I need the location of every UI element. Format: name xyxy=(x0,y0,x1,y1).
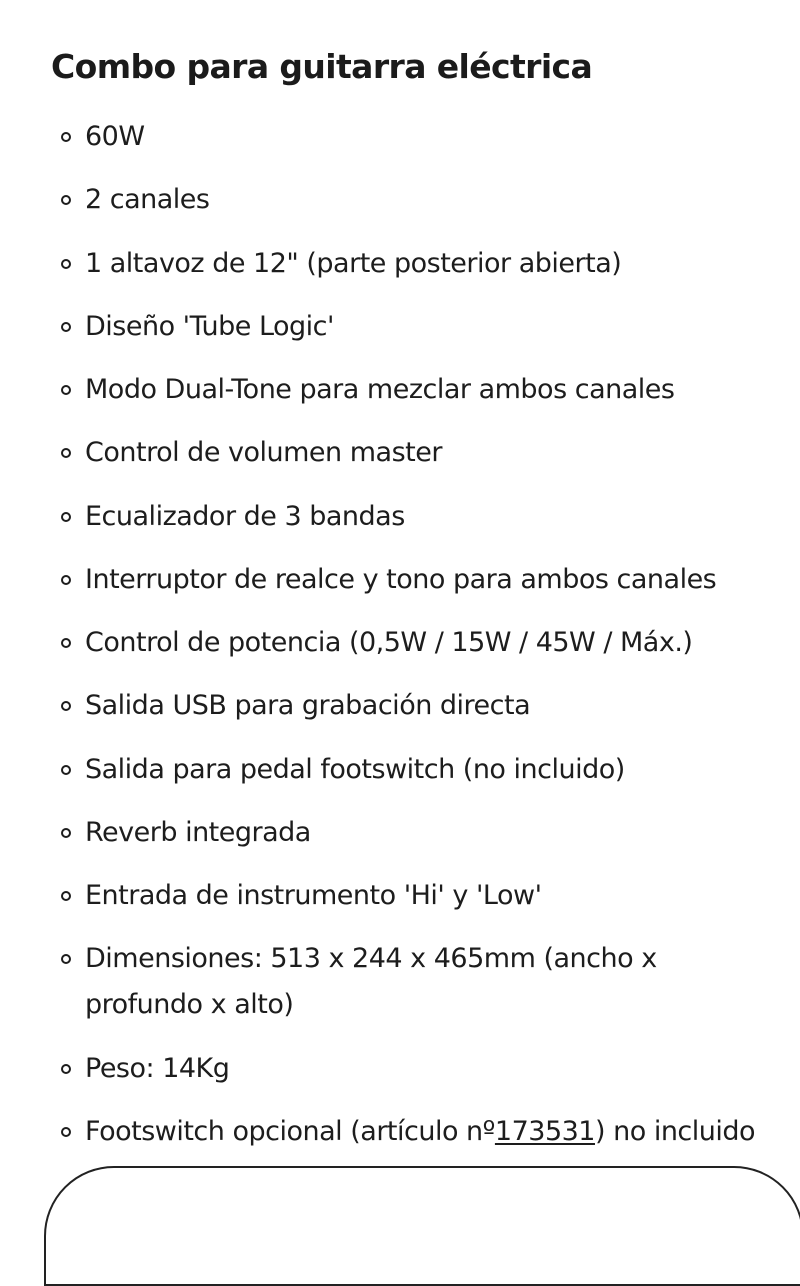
spec-text: Salida para pedal footswitch (no incluido) xyxy=(85,754,625,785)
spec-text: Control de potencia (0,5W / 15W / 45W / Máx.) xyxy=(85,627,693,658)
bullet-icon xyxy=(61,259,71,269)
bullet-icon xyxy=(61,512,71,522)
footswitch-suffix: ) no incluido xyxy=(594,1116,756,1147)
bullet-icon xyxy=(61,765,71,775)
spec-text: Diseño 'Tube Logic' xyxy=(85,311,334,342)
bullet-icon xyxy=(61,1064,71,1074)
spec-text: Modo Dual-Tone para mezclar ambos canales xyxy=(85,374,675,405)
bullet-icon xyxy=(61,575,71,585)
bullet-icon xyxy=(61,448,71,458)
footswitch-prefix: Footswitch opcional (artículo nº xyxy=(85,1116,495,1147)
bullet-icon xyxy=(61,701,71,711)
spec-text: Peso: 14Kg xyxy=(85,1053,230,1084)
spec-text: Entrada de instrumento 'Hi' y 'Low' xyxy=(85,880,542,911)
spec-text: 2 canales xyxy=(85,184,210,215)
bullet-icon xyxy=(61,1127,71,1137)
spec-text: Salida USB para grabación directa xyxy=(85,690,531,721)
article-link[interactable]: 173531 xyxy=(494,1116,595,1147)
bullet-icon xyxy=(61,195,71,205)
spec-text: Interruptor de realce y tono para ambos canales xyxy=(85,564,717,595)
bottom-card xyxy=(44,1166,800,1286)
bullet-icon xyxy=(61,891,71,901)
bullet-icon xyxy=(61,385,71,395)
spec-text: Dimensiones: 513 x 244 x 465mm (ancho x profundo x alto) xyxy=(85,943,657,1020)
spec-text: Reverb integrada xyxy=(85,817,311,848)
spec-text: Control de volumen master xyxy=(85,437,442,468)
footswitch-text xyxy=(85,1109,775,1155)
spec-text: Ecualizador de 3 bandas xyxy=(85,501,405,532)
spec-text: 60W xyxy=(85,121,145,152)
bullet-icon xyxy=(61,322,71,332)
bullet-icon xyxy=(61,132,71,142)
bullet-icon xyxy=(61,954,71,964)
bullet-icon xyxy=(61,828,71,838)
bullet-icon xyxy=(61,638,71,648)
spec-text: 1 altavoz de 12" (parte posterior abierta) xyxy=(85,248,622,279)
page-title: Combo para guitarra eléctrica xyxy=(51,47,593,86)
